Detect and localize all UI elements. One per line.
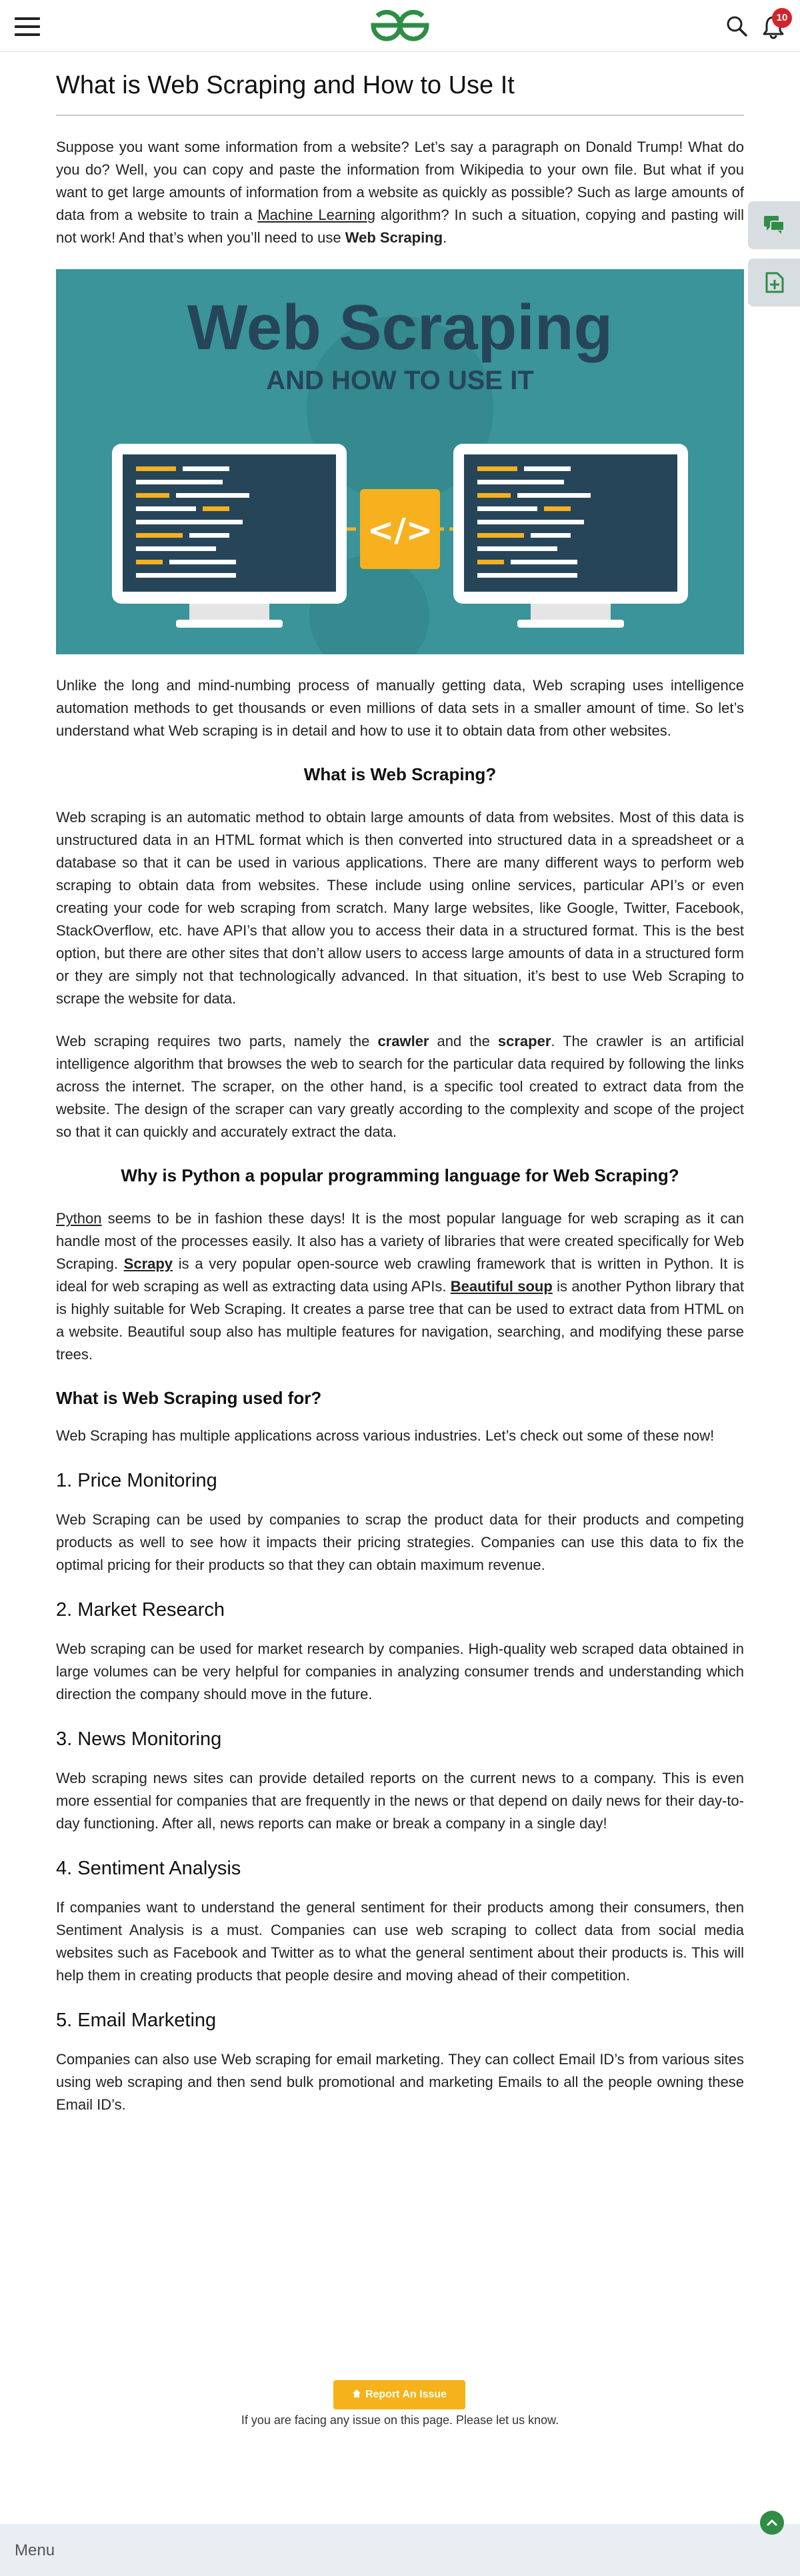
paragraph-market-research: Web scraping can be used for market research by companies. High-quality web scraped data obtained in large volumes can be very helpful for companies in analyzing consumer trends and understanding which direction the company should move in the future. [56, 1640, 744, 1702]
home-icon [352, 2389, 361, 2398]
paragraph-sentiment-analysis: If companies want to understand the general sentiment for their products among their consumers, then Sentiment Analysis is a must. Companies can use web scraping to collect data from social media websites such as Facebook and Twitter as to what the general sentiment about their products is. This will help them in creating products that people desire and moving ahead of their competition. [56, 1899, 744, 1984]
heading-what-is-web-scraping: What is Web Scraping? [303, 764, 497, 784]
paragraph-what-is: Web scraping is an automatic method to obtain large amounts of data from websites. Most of this data is unstructured data in an HTML format which is then converted into structured data in a spreadsheet or a database so that it can be used in various applications. There are many different ways to perform web scraping to obtain data from websites. These include using online services, particular API’s or even creating your code for web scraping from scratch. Many large websites, like Google, Twitter, Facebook, StackOverflow, etc. have API’s that allow you to access their data in a structured format. This is the best option, but there are other sites that don’t allow users to access large amounts of data in a structured form or they are simply not that technologically advanced. In that situation, it’s best to use Web Scraping to scrape the website for data. [56, 809, 744, 1007]
chat-icon [763, 213, 785, 236]
geeksforgeeks-logo[interactable] [369, 7, 431, 44]
hero-title-line2: AND HOW TO USE IT [266, 366, 534, 395]
paragraph-news-monitoring: Web scraping news sites can provide detailed reports on the current news to a company. This is even more essential for companies that are frequently in the news or that depend on daily news for their day-to-day functioning. After all, news reports can make or break a company in a single day! [56, 1770, 744, 1832]
report-issue-button[interactable] [333, 2380, 465, 2409]
top-navigation-bar [0, 0, 800, 52]
paragraph-used-for: Web Scraping has multiple applications across various industries. Let’s check out some of these now! [56, 1427, 715, 1444]
heading-price-monitoring: 1. Price Monitoring [56, 1470, 217, 1491]
paragraph-price-monitoring: Web Scraping can be used by companies to scrap the product data for their products and competing products as well to see how it impacts their pricing strategies. Companies can use this data to fix the optimal pricing for their products so that they can obtain maximum revenue. [56, 1511, 744, 1573]
paragraph-python: Python seems to be in fashion these days! It is the most popular language for web scraping as it can handle most of the processes easily. It also has a variety of libraries that were created specifically for Web Scraping. Scrapy is a very popular open-source web crawling framework that is written in Python. It is ideal for web scraping as well as extracting data using APIs. Beautiful soup is another Python library that is highly suitable for Web Scraping. It creates a parse tree that can be used to extract data from HTML on a website. Beautiful soup also has multiple features for navigation, searching, and modifying these parse trees. [56, 1210, 744, 1363]
heading-why-python: Why is Python a popular programming language for Web Scraping? [121, 1165, 679, 1185]
hero-image [56, 269, 744, 654]
bottom-menu-button[interactable]: Menu [15, 2541, 55, 2559]
heading-news-monitoring: 3. News Monitoring [56, 1728, 222, 1750]
notification-count-badge: 10 [772, 8, 792, 28]
report-issue-note: If you are facing any issue on this page. Please let us know. [241, 2413, 559, 2427]
heading-market-research: 2. Market Research [56, 1599, 225, 1620]
chat-button[interactable] [748, 201, 800, 249]
chevron-up-icon [765, 2516, 779, 2529]
page-title: What is Web Scraping and How to Use It [56, 69, 744, 116]
heading-used-for: What is Web Scraping used for? [56, 1388, 322, 1408]
article-body [56, 69, 744, 2136]
left-monitor-illustration [112, 444, 347, 628]
report-issue-label: Report An Issue [365, 2389, 447, 2400]
paragraph-two-parts: Web scraping requires two parts, namely the crawler and the scraper. The crawler is an artificial intelligence algorithm that browses the web to search for the particular data required by following the links across the internet. The scraper, on the other hand, is a specific tool created to extract data from the website. The design of the scraper can vary greatly according to the complexity and scope of the project so that it can quickly and accurately extract the data. [56, 1033, 744, 1140]
beautiful-soup-link[interactable]: Beautiful soup [450, 1278, 553, 1295]
intro-paragraph: Suppose you want some information from a website? Let’s say a paragraph on Donald Trump! What do you do? Well, you can copy and paste the information from Wikipedia to your own file. But what if you want to get large amounts of information from a website as quickly as possible? Such as large amounts of data from a website to train a Machine Learning algorithm? In such a situation, copying and pasting will not work! And that’s when you’ll need to use Web Scraping. [56, 139, 744, 246]
machine-learning-link[interactable]: Machine Learning [257, 207, 376, 223]
python-link[interactable]: Python [56, 1210, 102, 1227]
right-monitor-illustration [453, 444, 688, 628]
scrapy-link[interactable]: Scrapy [123, 1255, 173, 1272]
scroll-to-top-button[interactable] [760, 2511, 784, 2535]
add-note-button[interactable] [748, 259, 800, 307]
hamburger-icon[interactable] [15, 17, 40, 36]
heading-sentiment-analysis: 4. Sentiment Analysis [56, 1858, 241, 1879]
code-symbol: </> [367, 512, 433, 549]
heading-email-marketing: 5. Email Marketing [56, 2010, 217, 2031]
bottom-menu-bar [0, 2524, 800, 2576]
paragraph-after-hero: Unlike the long and mind-numbing process of manually getting data, Web scraping uses intelligence automation methods to get thousands or even millions of data sets in a smaller amount of time. So let’s understand what Web scraping is in detail and how to use it to obtain data from other websites. [56, 677, 744, 739]
add-note-icon [763, 271, 785, 295]
paragraph-email-marketing: Companies can also use Web scraping for email marketing. They can collect Email ID’s from various sites using web scraping and then send bulk promotional and marketing Emails to all the people owning these Email ID’s. [56, 2051, 744, 2113]
search-icon[interactable] [725, 15, 748, 37]
hero-title-line1: Web Scraping [187, 292, 613, 363]
